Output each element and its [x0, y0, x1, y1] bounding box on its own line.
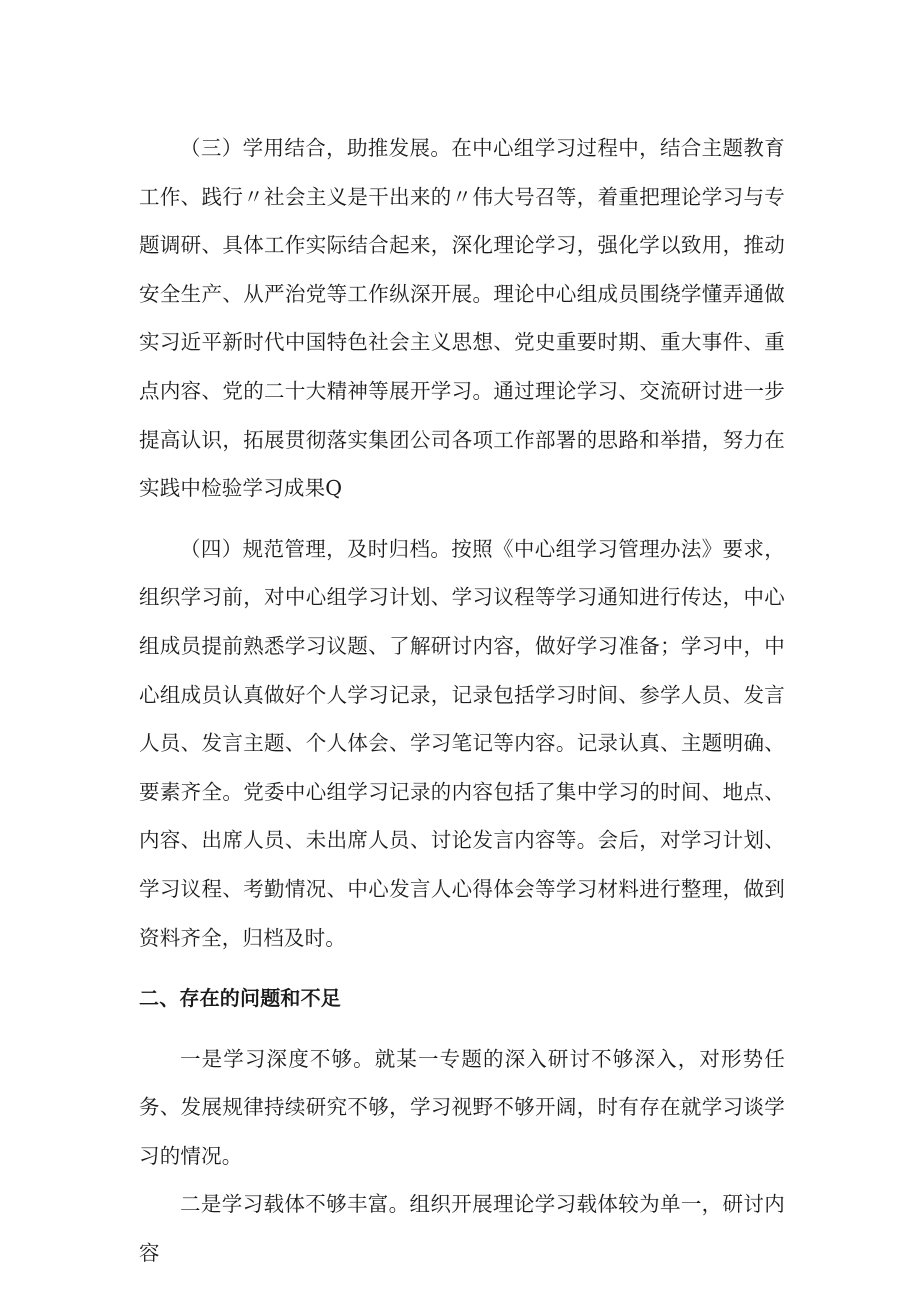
paragraph-problem-carrier: 二是学习载体不够丰富。组织开展理论学习载体较为单一，研讨内容 [139, 1192, 785, 1266]
paragraph-learning-application: （三）学用结合，助推发展。在中心组学习过程中，结合主题教育工作、践行〃社会主义是干出来的〃伟大号召等，着重把理论学习与专题调研、具体工作实际结合起来，深化理论学习，强化学以致用，推动安全生产、从严治党等工作纵深开展。理论中心组成员围绕学懂弄通做实习近平新时代中国特色社会主义思想、党史重要时期、重大事件、重点内容、党的二十大精神等展开学习。通过理论学习、交流研讨进一步提高认识，拓展贯彻落实集团公司各项工作部署的思路和举措，努力在实践中检验学习成果Q [139, 136, 785, 501]
section-heading-problems: 二、存在的问题和不足 [139, 986, 341, 1011]
paragraph-standard-management: （四）规范管理，及时归档。按照《中心组学习管理办法》要求，组织学习前，对中心组学习计划、学习议程等学习通知进行传达，中心组成员提前熟悉学习议题、了解研讨内容，做好学习准备；学习中，中心组成员认真做好个人学习记录，记录包括学习时间、参学人员、发言人员、发言主题、个人体会、学习笔记等内容。记录认真、主题明确、要素齐全。党委中心组学习记录的内容包括了集中学习的时间、地点、内容、出席人员、未出席人员、讨论发言内容等。会后，对学习计划、学习议程、考勤情况、中心发言人心得体会等学习材料进行整理，做到资料齐全，归档及时。 [139, 536, 785, 950]
paragraph-problem-depth: 一是学习深度不够。就某一专题的深入研讨不够深入，对形势任务、发展规律持续研究不够，学习视野不够开阔，时有存在就学习谈学习的情况。 [139, 1046, 785, 1168]
document-page [139, 124, 785, 1278]
